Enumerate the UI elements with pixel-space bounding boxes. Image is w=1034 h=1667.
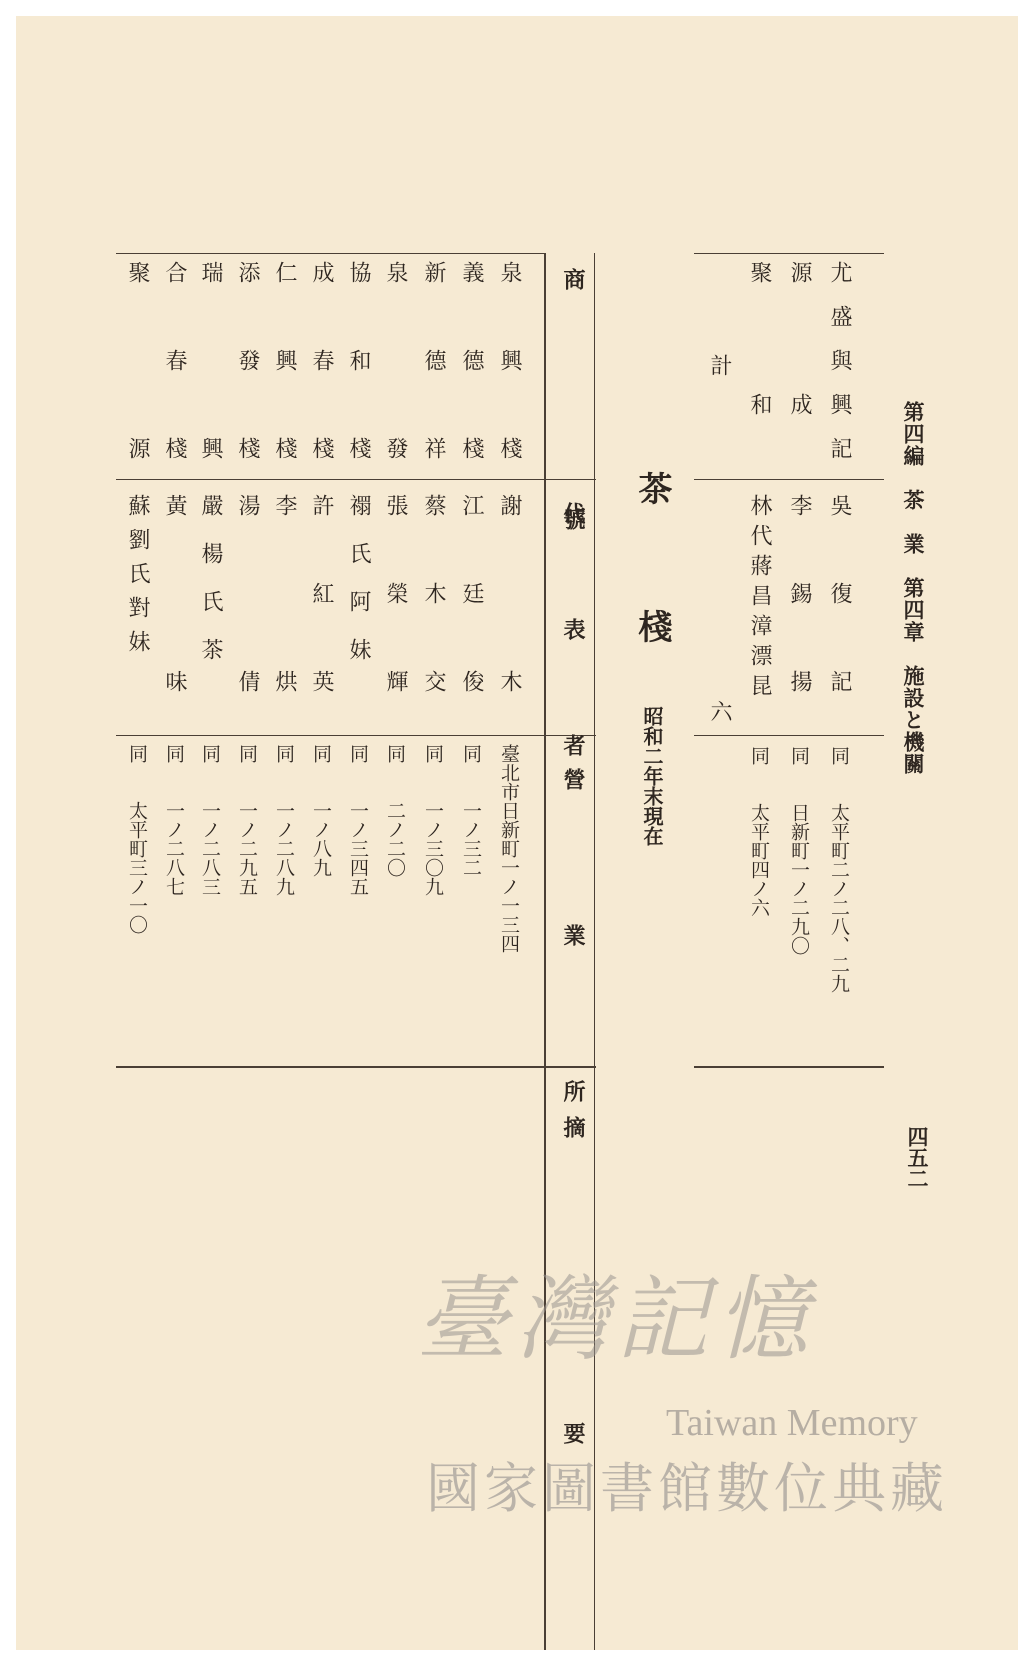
- row-rep: 江 廷 俊: [459, 494, 484, 714]
- table-right-rule: [544, 253, 546, 1650]
- row-addr: 同 一ノ二八七: [163, 744, 185, 896]
- row-rep: 李 烘: [272, 494, 297, 714]
- upper-name: 源 成: [787, 261, 812, 437]
- upper-total-value: 六: [707, 700, 732, 722]
- row-name: 合 春 棧: [162, 261, 187, 481]
- row-rep: 嚴楊氏茶: [198, 494, 223, 686]
- row-name: 泉 發: [383, 261, 408, 481]
- row-rep: 許 紅 英: [309, 494, 334, 714]
- upper-addr: 同 日新町一ノ二九〇: [788, 746, 810, 955]
- row-name: 瑞 興: [198, 261, 223, 481]
- upper-name: 尤盛與興記: [827, 261, 852, 481]
- row-addr: 同 一ノ二九五: [236, 744, 258, 896]
- row-addr: 同 一ノ八九: [310, 744, 332, 877]
- row-addr: 臺北市日新町一ノ一三四: [498, 744, 520, 953]
- row-name: 添 發 棧: [235, 261, 260, 481]
- row-addr: 同 一ノ二八九: [273, 744, 295, 896]
- row-rep: 蘇劉氏對妹: [125, 494, 150, 664]
- watermark-chinese: 臺灣記憶: [416, 1266, 817, 1373]
- upper-header-rule: [694, 479, 884, 480]
- upper-total-label: 計: [707, 354, 732, 376]
- row-name: 仁 興 棧: [272, 261, 297, 481]
- watermark-english: Taiwan Memory: [666, 1402, 918, 1444]
- row-addr: 同 一ノ三〇九: [422, 744, 444, 896]
- row-addr: 同 一ノ二八三: [199, 744, 221, 896]
- document-page: [16, 16, 1018, 1650]
- upper-name: 聚 和: [747, 261, 772, 437]
- row-name: 義 德 棧: [459, 261, 484, 481]
- upper-rep: 林代蔣昌漳漂昆: [747, 494, 772, 704]
- upper-bottom-rule: [694, 1066, 884, 1068]
- row-rep: 謝 木: [497, 494, 522, 714]
- table-top-rule: [116, 253, 546, 254]
- row-rep: 張 榮 輝: [383, 494, 408, 714]
- row-addr: 同 一ノ三二: [460, 744, 482, 877]
- row-rep: 蔡 木 交: [421, 494, 446, 714]
- row-name: 新 德 祥: [421, 261, 446, 481]
- upper-rep-rule: [694, 735, 884, 736]
- row-rep: 湯 倩: [235, 494, 260, 714]
- table-header-col-rule: [594, 253, 595, 1650]
- table-addr-rule: [116, 1066, 596, 1068]
- row-addr: 同 一ノ三四五: [347, 744, 369, 896]
- page-number: 四五二: [905, 1126, 930, 1189]
- row-rep: 黃 味: [162, 494, 187, 714]
- header-rep: 代 表 者: [560, 502, 586, 792]
- chapter-header: 第四編 茶 業 第四章 施設と機關: [901, 401, 926, 775]
- row-name: 成 春 棧: [309, 261, 334, 481]
- table-rep-rule: [116, 735, 596, 736]
- header-addr: 營 業 所: [560, 768, 586, 1158]
- row-name: 聚 源: [125, 261, 150, 481]
- row-rep: 禤氏阿妹: [346, 494, 371, 686]
- row-addr: 同 太平町三ノ一〇: [126, 744, 148, 934]
- upper-top-rule: [694, 253, 884, 254]
- watermark-library: 國家圖書館數位典藏: [426, 1457, 948, 1520]
- header-note: 摘 要: [560, 1116, 586, 1524]
- upper-rep: 吳 復 記: [827, 494, 852, 714]
- section-note: 昭和二年末現在: [640, 706, 664, 846]
- upper-rep: 李 錫 揚: [787, 494, 812, 714]
- row-addr: 同 二ノ二〇: [384, 744, 406, 877]
- section-title: 茶 棧: [632, 471, 672, 655]
- row-name: 協 和 棧: [346, 261, 371, 481]
- header-name: 商 號: [560, 268, 586, 588]
- upper-addr: 同 太平町二ノ二八、二九: [828, 746, 850, 993]
- row-name: 泉 興 棧: [497, 261, 522, 481]
- upper-addr: 同 太平町四ノ六: [748, 746, 770, 917]
